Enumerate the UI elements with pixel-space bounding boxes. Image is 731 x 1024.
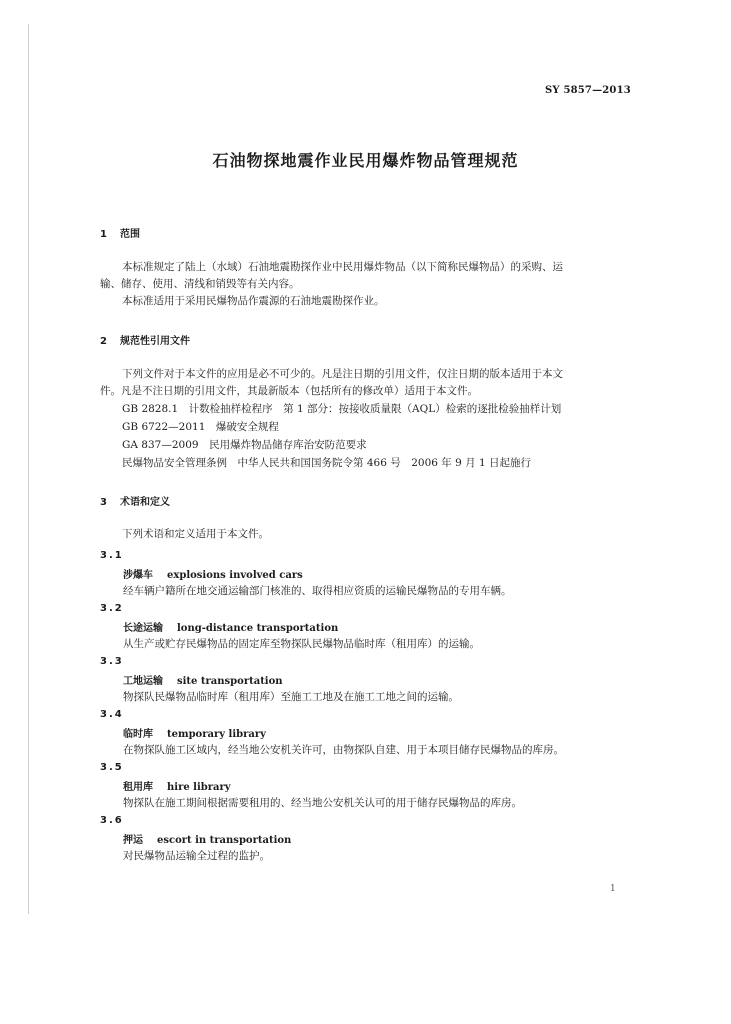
section-3-heading (100, 493, 170, 508)
section-title: 规范性引用文件 (120, 336, 190, 347)
section-3-intro: 下列术语和定义适用于本文件。 (122, 528, 269, 540)
section-number: 3 (100, 497, 107, 508)
term-entry (123, 831, 291, 846)
term-entry (123, 566, 303, 581)
document-code: SY 5857—2013 (545, 85, 631, 96)
section-2-intro-line-2: 件。凡是不注日期的引用文件，其最新版本（包括所有的修改单）适用于本文件。 (100, 385, 478, 397)
term-english: hire library (167, 782, 231, 793)
clause-number: 3.3 (100, 656, 124, 667)
clause-number: 3.1 (100, 550, 124, 561)
term-chinese: 涉爆车 (123, 570, 153, 581)
term-chinese: 租用库 (123, 782, 153, 793)
clause-number: 3.4 (100, 709, 124, 720)
section-1-paragraph-1-line-1: 本标准规定了陆上（水域）石油地震勘探作业中民用爆炸物品（以下简称民爆物品）的采购、运 (122, 261, 563, 273)
term-english: site transportation (177, 676, 283, 687)
term-english: temporary library (167, 729, 266, 740)
normative-reference: GB 6722—2011 爆破安全规程 (122, 421, 279, 433)
normative-reference: GB 2828.1 计数检抽样检程序 第 1 部分：按接收质量限（AQL）检索的逐批检验抽样计划 (122, 403, 562, 415)
clause-number: 3.5 (100, 762, 124, 773)
section-number: 1 (100, 229, 107, 240)
section-1-heading (100, 225, 140, 240)
term-english: escort in transportation (157, 835, 292, 846)
normative-reference: 民爆物品安全管理条例 中华人民共和国国务院令第 466 号 2006 年 9 月 1 日起施行 (122, 457, 531, 469)
clause-number: 3.2 (100, 603, 124, 614)
section-number: 2 (100, 336, 107, 347)
section-1-paragraph-1-line-2: 输、储存、使用、清线和销毁等有关内容。 (100, 278, 300, 290)
section-2-intro-line-1: 下列文件对于本文件的应用是必不可少的。凡是注日期的引用文件，仅注日期的版本适用于本文 (122, 368, 563, 380)
normative-reference: GA 837—2009 民用爆炸物品储存库治安防范要求 (122, 439, 367, 451)
section-1-paragraph-2: 本标准适用于采用民爆物品作震源的石油地震勘探作业。 (122, 295, 385, 307)
page-number: 1 (610, 884, 616, 894)
term-entry (123, 619, 338, 634)
section-2-heading (100, 332, 190, 347)
term-entry (123, 778, 231, 793)
section-title: 范围 (120, 229, 140, 240)
section-title: 术语和定义 (120, 497, 170, 508)
term-chinese: 工地运输 (123, 676, 163, 687)
term-entry (123, 672, 283, 687)
term-english: long-distance transportation (177, 623, 339, 634)
term-chinese: 临时库 (123, 729, 153, 740)
term-definition: 对民爆物品运输全过程的监护。 (123, 850, 270, 862)
term-chinese: 押运 (123, 835, 143, 846)
term-definition: 从生产或贮存民爆物品的固定库至物探队民爆物品临时库（租用库）的运输。 (123, 638, 480, 650)
term-definition: 经车辆户籍所在地交通运输部门核准的、取得相应资质的运输民爆物品的专用车辆。 (123, 585, 512, 597)
term-chinese: 长途运输 (123, 623, 163, 634)
term-entry (123, 725, 266, 740)
document-title: 石油物探地震作业民用爆炸物品管理规范 (212, 151, 519, 170)
clause-number: 3.6 (100, 815, 124, 826)
term-english: explosions involved cars (167, 570, 303, 581)
term-definition: 在物探队施工区域内，经当地公安机关许可，由物探队自建、用于本项目储存民爆物品的库房。 (123, 744, 564, 756)
term-definition: 物探队民爆物品临时库（租用库）至施工工地及在施工工地之间的运输。 (123, 691, 459, 703)
term-definition: 物探队在施工期间根据需要租用的、经当地公安机关认可的用于储存民爆物品的库房。 (123, 797, 522, 809)
